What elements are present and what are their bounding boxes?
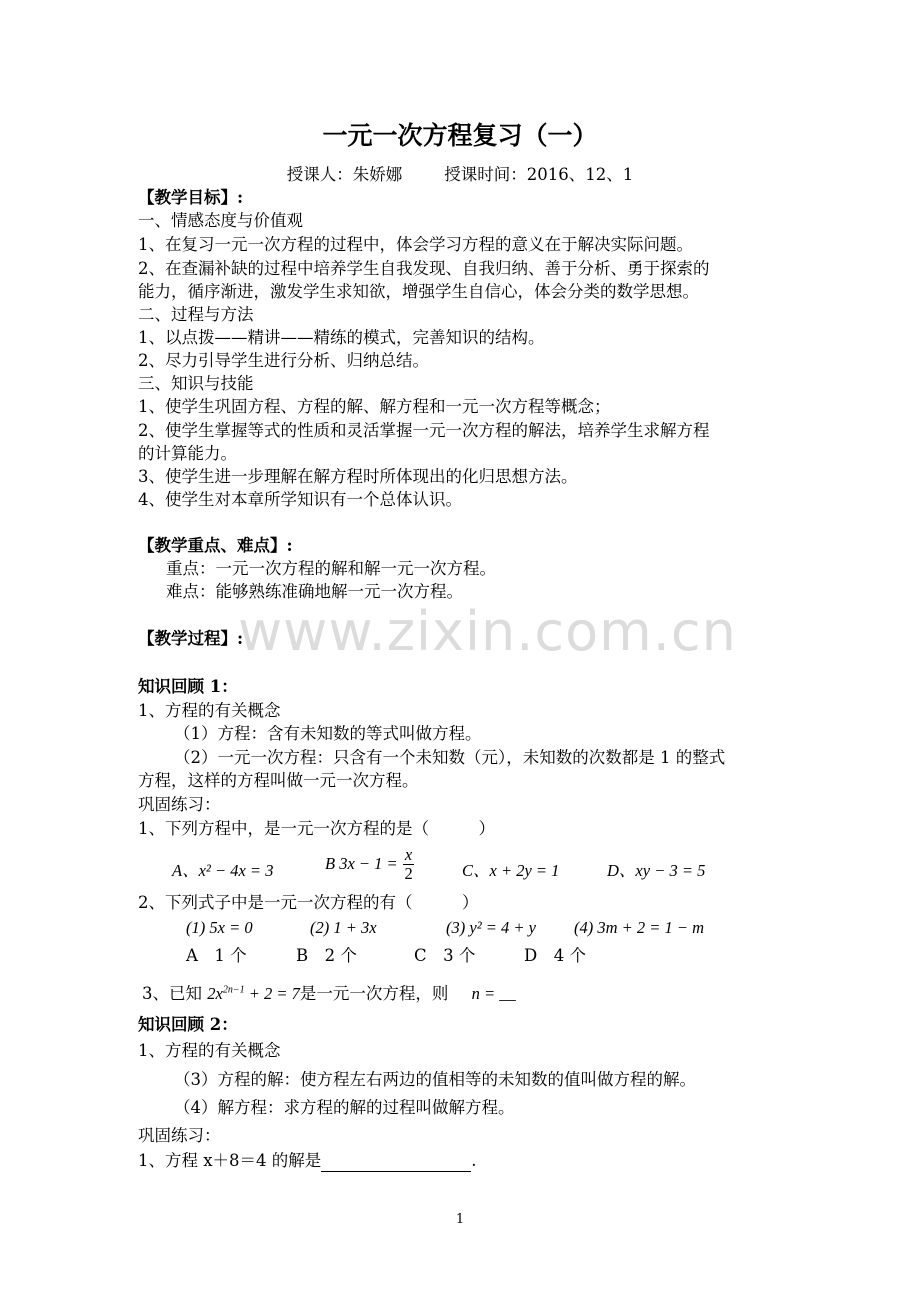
objective-3-2a: 2、使学生掌握等式的性质和灵活掌握一元一次方程的解法，培养学生求解方程: [138, 421, 710, 440]
question-2: 2、下列式子中是一元一次方程的有（ ）: [138, 893, 479, 912]
q2-item-3: (3) y² = 4 + y: [446, 918, 536, 937]
q2-choice-a: A 1 个: [186, 946, 247, 965]
q4-period: .: [471, 1151, 477, 1170]
q3-expression-rest: + 2 = 7: [244, 984, 300, 1003]
objective-section-3: 三、知识与技能: [138, 374, 254, 393]
q3-answer: n = __: [471, 984, 516, 1003]
q1-option-b: [325, 846, 414, 883]
q3-prefix: 3、已知: [142, 984, 202, 1003]
q2-choice-c: C 3 个: [414, 946, 476, 965]
lesson-info: 授课人：朱娇娜 授课时间：2016、12、1: [286, 165, 634, 184]
objective-1-2b: 能力，循序渐进，激发学生求知欲，增强学生自信心，体会分类的数学思想。: [138, 282, 699, 301]
q2-choice-d: D 4 个: [524, 946, 586, 965]
q1-option-c: C、x + 2y = 1: [462, 861, 560, 880]
objective-section-2: 二、过程与方法: [138, 305, 254, 324]
page-number: 1: [455, 1212, 465, 1227]
watermark: www.zixin.com.cn: [238, 600, 737, 663]
key-point: 重点：一元一次方程的解和解一元一次方程。: [166, 559, 496, 578]
question-1: 1、下列方程中，是一元一次方程的是（ ）: [138, 819, 495, 838]
q1-option-a: A、x² − 4x = 3: [172, 861, 274, 880]
difficult-point: 难点：能够熟练准确地解一元一次方程。: [166, 582, 463, 601]
definition-linear-equation-a: （2）一元一次方程：只含有一个未知数（元），未知数的次数都是 1 的整式: [174, 748, 726, 767]
q2-item-1: (1) 5x = 0: [186, 918, 253, 937]
objective-2-2: 2、尽力引导学生进行分析、归纳总结。: [138, 351, 429, 370]
q3-middle: 是一元一次方程，则: [299, 984, 449, 1003]
question-4: [138, 1150, 477, 1172]
objective-1-2a: 2、在查漏补缺的过程中培养学生自我发现、自我归纳、善于分析、勇于探索的: [138, 259, 710, 278]
definition-equation: （1）方程：含有未知数的等式叫做方程。: [174, 724, 482, 743]
key-points-heading: 【教学重点、难点】:: [138, 536, 293, 555]
objective-1-1: 1、在复习一元一次方程的过程中，体会学习方程的意义在于解决实际问题。: [138, 235, 693, 254]
fraction-denominator: 2: [404, 864, 413, 883]
objective-3-2b: 的计算能力。: [138, 444, 237, 463]
objective-3-1: 1、使学生巩固方程、方程的解、解方程和一元一次方程等概念；: [138, 397, 611, 416]
objective-2-1: 1、以点拨——精讲——精练的模式，完善知识的结构。: [138, 328, 545, 347]
practice-label-1: 巩固练习：: [138, 795, 221, 814]
process-heading: 【教学过程】:: [138, 629, 244, 648]
practice-label-2: 巩固练习：: [138, 1126, 221, 1145]
review-2-concept: 1、方程的有关概念: [138, 1041, 281, 1060]
q3-expression: 2x: [207, 984, 223, 1003]
definition-solution: （3）方程的解：使方程左右两边的值相等的未知数的值叫做方程的解。: [174, 1070, 696, 1089]
objective-3-4: 4、使学生对本章所学知识有一个总体认识。: [138, 490, 462, 509]
q1-option-b-fraction: [403, 846, 414, 883]
q4-text: 1、方程 x＋8＝4 的解是: [138, 1151, 322, 1170]
answer-blank: [321, 1153, 471, 1172]
definition-linear-equation-b: 方程，这样的方程叫做一元一次方程。: [138, 771, 419, 790]
definition-solving: （4）解方程：求方程的解的过程叫做解方程。: [174, 1098, 515, 1117]
objectives-heading: 【教学目标】:: [138, 188, 244, 207]
q2-item-2: (2) 1 + 3x: [310, 918, 377, 937]
q2-item-4: (4) 3m + 2 = 1 − m: [574, 918, 705, 937]
fraction-numerator: x: [404, 845, 413, 864]
review-2-heading: 知识回顾 2：: [138, 1015, 238, 1034]
q3-equation: [207, 984, 300, 1003]
review-1-concept: 1、方程的有关概念: [138, 701, 281, 720]
review-1-heading: 知识回顾 1：: [138, 677, 238, 696]
q1-option-d: D、xy − 3 = 5: [607, 861, 706, 880]
question-3: [142, 980, 516, 1004]
q2-choice-b: B 2 个: [296, 946, 357, 965]
q1-option-b-lhs: B 3x − 1 =: [325, 854, 398, 873]
objective-3-3: 3、使学生进一步理解在解方程时所体现出的化归思想方法。: [138, 467, 578, 486]
q3-exponent: 2n−1: [222, 984, 245, 996]
page-title: 一元一次方程复习（一）: [322, 121, 598, 150]
objective-section-1: 一、情感态度与价值观: [138, 211, 303, 230]
